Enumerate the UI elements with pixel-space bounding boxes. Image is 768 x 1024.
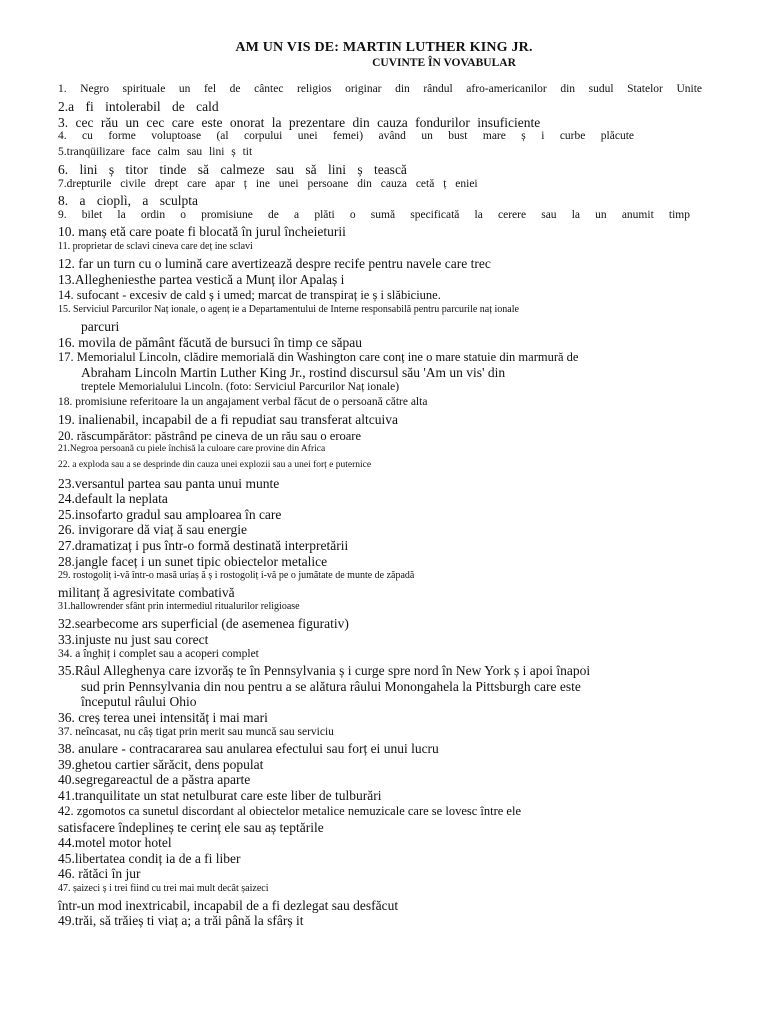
vocab-line-49: 49.trăi, să trăieș ti viaț a; a trăi până la sfârș it — [58, 913, 304, 928]
vocab-line-1: 1. Negro spirituale un fel de cântec religios originar din rândul afro-americanilor din sudul Statelor Unite — [58, 83, 702, 95]
vocab-line-28: 28.jangle faceț i un sunet tipic obiectelor metalice — [58, 554, 328, 569]
vocab-line-13: 13.Allegheniesthe partea vestică a Munț ilor Apalaș i — [58, 272, 345, 287]
vocab-line-30: militanț ă agresivitate combativă — [58, 585, 235, 600]
vocab-line-35-cont-b: începutul râului Ohio — [81, 694, 197, 709]
vocab-line-17-cont-a: Abraham Lincoln Martin Luther King Jr., rostind discursul său 'Am un vis' din — [81, 365, 506, 380]
vocab-line-17-cont-b: treptele Memorialului Lincoln. (foto: Serviciul Parcurilor Naț ionale) — [81, 381, 400, 393]
vocab-line-24: 24.default la neplata — [58, 491, 168, 506]
vocab-line-7: 7.drepturile civile drept care apar ț ine unei persoane din cauza cetă ț eniei — [58, 178, 478, 190]
vocab-line-8: 8. a cioplì, a sculpta — [58, 193, 198, 208]
vocab-line-36: 36. creș terea unei intensităț i mai mari — [58, 710, 268, 725]
vocab-line-4: 4. cu forme voluptoase (al corpului unei femei) având un bust mare ș i curbe plăcute — [58, 130, 634, 142]
vocab-line-11: 11. proprietar de sclavi cineva care deț ine sclavi — [58, 241, 253, 252]
vocab-line-47: 47. șaizeci ș i trei fiind cu trei mai mult decât șaizeci — [58, 883, 269, 894]
vocab-line-43: satisfacere îndeplineș te cerinț ele sau aș teptările — [58, 820, 324, 835]
vocab-line-26: 26. invigorare dă viaț ă sau energie — [58, 522, 248, 537]
page-title: AM UN VIS DE: MARTIN LUTHER KING JR. — [235, 40, 533, 55]
vocab-line-14: 14. sufocant - excesiv de cald ș i umed; marcat de transpiraț ie ș i slăbiciune. — [58, 288, 441, 302]
vocab-line-27: 27.dramatizaț i pus într-o formă destinată interpretării — [58, 538, 349, 553]
page-subtitle: CUVINTE ÎN VOVABULAR — [372, 57, 516, 69]
vocab-line-5: 5.tranqüilizare face calm sau lini ș tit — [58, 146, 253, 158]
vocab-line-35: 35.Râul Alleghenya care izvorăș te în Pennsylvania ș i curge spre nord în New York ș i apoi înapoi — [58, 663, 591, 678]
vocab-line-2: 2.a fi intolerabil de cald — [58, 99, 219, 114]
vocab-line-6: 6. lini ș titor tinde să calmeze sau să lini ș tească — [58, 162, 407, 177]
vocab-line-20: 20. răscumpărător: păstrând pe cineva de un rău sau o eroare — [58, 429, 361, 443]
vocab-line-3: 3. cec rău un cec care este onorat la prezentare din cauza fondurilor insuficiente — [58, 115, 541, 130]
vocab-line-48: într-un mod inextricabil, incapabil de a fi dezlegat sau desfăcut — [58, 898, 399, 913]
vocab-line-25: 25.insofarto gradul sau amploarea în care — [58, 507, 282, 522]
vocab-line-19: 19. inalienabil, incapabil de a fi repudiat sau transferat altcuiva — [58, 412, 398, 427]
vocab-line-37: 37. neîncasat, nu câș tigat prin merit sau muncă sau serviciu — [58, 726, 334, 738]
vocab-line-33: 33.injuste nu just sau corect — [58, 632, 209, 647]
vocab-line-45: 45.libertatea condiț ia de a fi liber — [58, 851, 241, 866]
vocab-line-32: 32.searbecome ars superficial (de asemenea figurativ) — [58, 616, 349, 631]
vocab-line-9: 9. bilet la ordin o promisiune de a plăti o sumă specificată la cerere sau la un anumit timp — [58, 209, 690, 221]
vocab-line-39: 39.ghetou cartier sărăcit, dens populat — [58, 757, 264, 772]
vocab-line-35-cont-a: sud prin Pennsylvania din nou pentru a se alătura râului Monongahela la Pittsburgh care este — [81, 679, 581, 694]
vocab-line-42: 42. zgomotos ca sunetul discordant al obiectelor metalice nemuzicale care se lovesc între ele — [58, 804, 522, 818]
vocab-line-12: 12. far un turn cu o lumină care avertizează despre recife pentru navele care trec — [58, 256, 491, 271]
vocab-line-34: 34. a înghiț i complet sau a acoperi complet — [58, 648, 259, 660]
vocab-line-15: 15. Serviciul Parcurilor Naț ionale, o agenț ie a Departamentului de Interne responsabilă pentru parcurile naț ionale — [58, 304, 519, 315]
vocab-line-38: 38. anulare - contracararea sau anularea efectului sau forț ei unui lucru — [58, 741, 439, 756]
vocab-line-31: 31.hallowrender sfânt prin intermediul ritualurilor religioase — [58, 601, 300, 612]
vocab-line-41: 41.tranquilitate un stat netulburat care este liber de tulburări — [58, 788, 382, 803]
vocab-line-17: 17. Memorialul Lincoln, clădire memorială din Washington care conț ine o mare statuie din marmură de — [58, 350, 579, 364]
vocab-line-29: 29. rostogoliț i-vă într-o masă uriaș ă ș i rostogoliț i-vă pe o jumătate de munte de zăpadă — [58, 570, 415, 581]
vocab-line-22: 22. a exploda sau a se desprinde din cauza unei explozii sau a unei forț e puternice — [58, 460, 372, 470]
vocab-line-21: 21.Negroa persoană cu piele închisă la culoare care provine din Africa — [58, 444, 326, 454]
vocab-line-15-cont: parcuri — [81, 319, 120, 334]
vocab-line-10: 10. manș etă care poate fi blocată în jurul încheieturii — [58, 224, 346, 239]
vocab-line-46: 46. rătăci în jur — [58, 866, 141, 881]
vocab-line-16: 16. movila de pământ făcută de bursuci în timp ce săpau — [58, 335, 363, 350]
vocab-line-18: 18. promisiune referitoare la un angajament verbal făcut de o persoană către alta — [58, 396, 428, 408]
vocab-line-23: 23.versantul partea sau panta unui munte — [58, 476, 280, 491]
vocab-line-44: 44.motel motor hotel — [58, 835, 172, 850]
vocab-line-40: 40.segregareactul de a păstra aparte — [58, 772, 251, 787]
